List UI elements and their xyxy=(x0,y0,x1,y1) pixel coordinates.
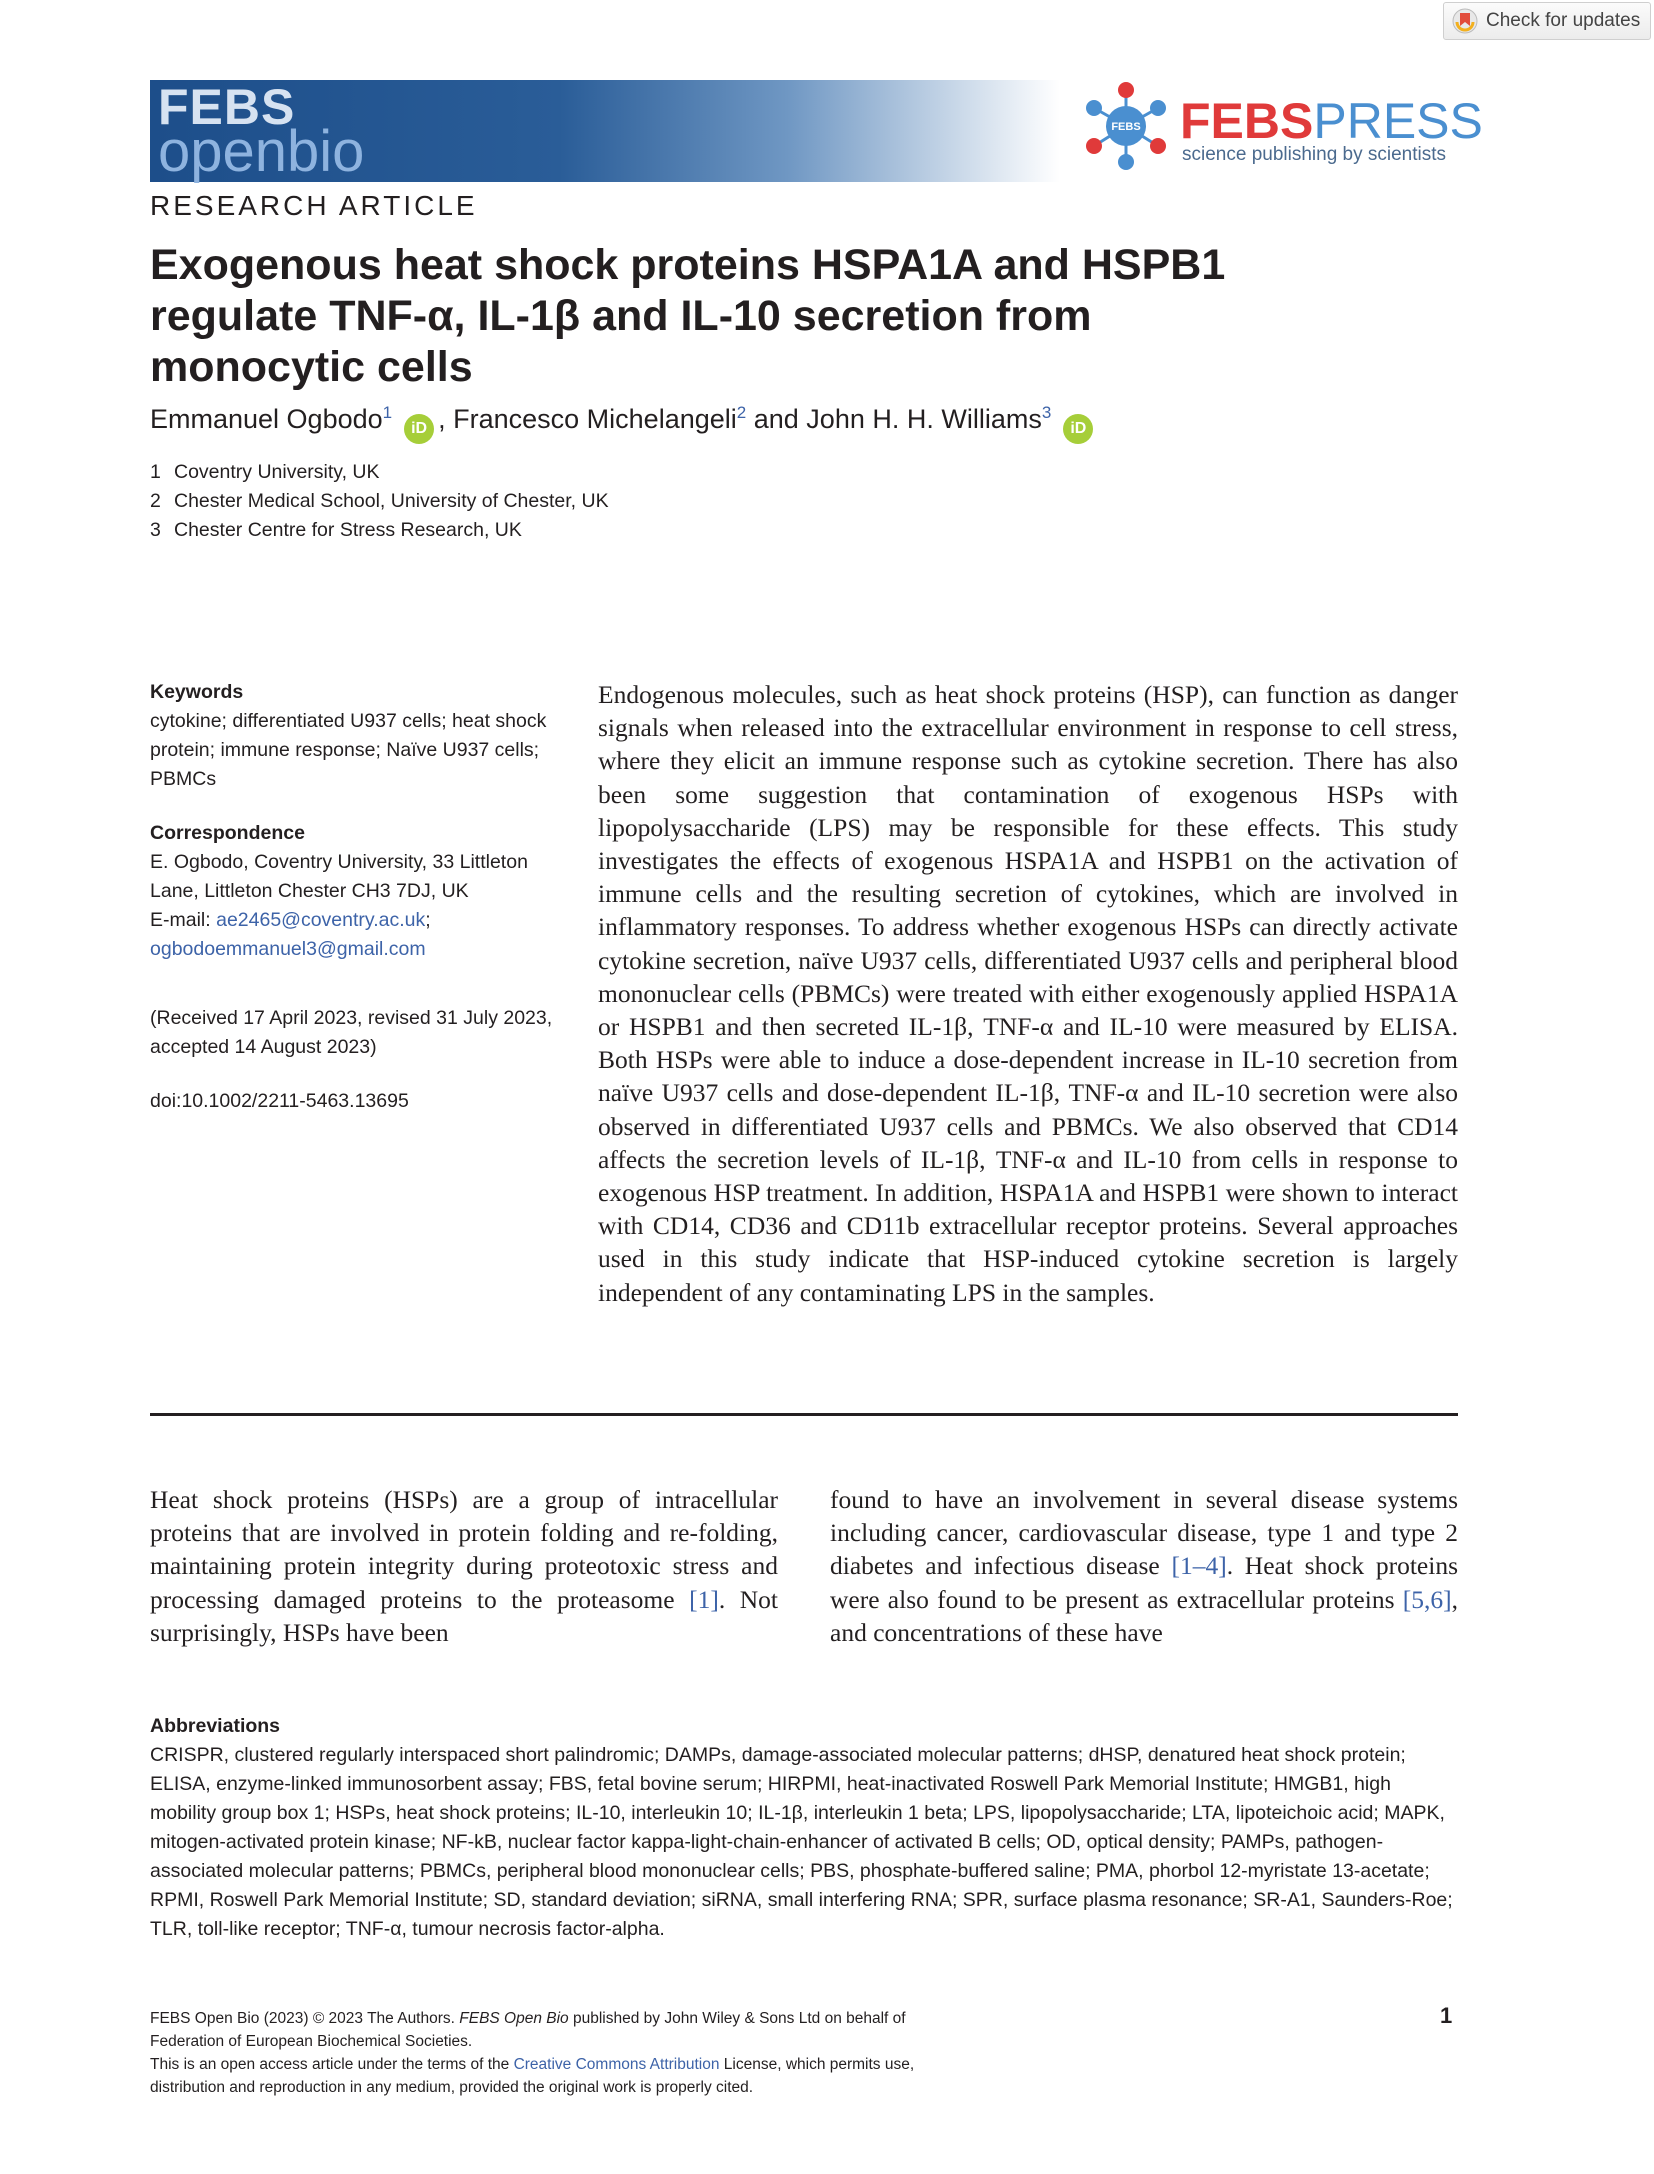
orcid-icon[interactable]: iD xyxy=(1063,414,1093,444)
keywords-heading: Keywords xyxy=(150,681,244,703)
page-footer xyxy=(150,2007,1030,2099)
abstract-text: Endogenous molecules, such as heat shock proteins (HSP), can function as danger signals when released into the extracellular environment in response to cell stress, where they elicit an immune response such as cytokine secretion. There has also been some suggestion that contamination of exogenous HSPs with lipopolysaccharide (LPS) may be responsible for these effects. This study investigates the effects of exogenous HSPA1A and HSPB1 on the activation of immune cells and the resulting secretion of cytokines, which are involved in inflammatory responses. To address whether exogenous HSPs can directly activate cytokine secretion, naïve U937 cells, differentiated U937 cells and peripheral blood mononuclear cells (PBMCs) were treated with either exogenously applied HSPA1A or HSPB1 and then secreted IL-1β, TNF-α and IL-10 were measured by ELISA. Both HSPs were able to induce a dose-dependent increase in IL-10 secretion from naïve U937 cells and dose-dependent IL-1β, TNF-α and IL-10 secretion were also observed in differentiated U937 cells and PBMCs. We also observed that CD14 affects the secretion levels of IL-1β, TNF-α and IL-10 from cells in response to exogenous HSP treatment. In addition, HSPA1A and HSPB1 were shown to interact with CD14, CD36 and CD11b extracellular receptor proteins. Several approaches used in this study indicate that HSP-induced cytokine secretion is largely independent of any contaminating LPS in the samples. xyxy=(598,680,1458,1307)
section-divider xyxy=(150,1413,1458,1416)
affiliation-item xyxy=(150,516,609,545)
press-tagline: science publishing by scientists xyxy=(1182,144,1447,165)
febs-press-title xyxy=(1180,92,1483,150)
check-for-updates-button[interactable] xyxy=(1443,2,1651,40)
footer-text: This is an open access article under the terms of the xyxy=(150,2056,514,2073)
affiliations xyxy=(150,458,609,545)
email-line xyxy=(150,906,570,935)
keywords-block xyxy=(150,678,570,794)
abbreviations-heading: Abbreviations xyxy=(150,1715,281,1737)
received-dates: (Received 17 April 2023, revised 31 July 2023, accepted 14 August 2023) xyxy=(150,1007,553,1058)
check-for-updates-label: Check for updates xyxy=(1486,10,1641,31)
footer-line xyxy=(150,2007,1030,2030)
correspondence-block xyxy=(150,819,570,964)
author-list xyxy=(150,403,1097,444)
affiliation-number: 2 xyxy=(150,490,161,512)
abbreviations-block xyxy=(150,1712,1460,1944)
abbreviations-text: CRISPR, clustered regularly interspaced short palindromic; DAMPs, damage-associated molecular patterns; dHSP, denatured heat shock protein; ELISA, enzyme-linked immunosorbent assay; FBS, fetal bovine serum; HIRPMI, heat-inactivated Roswell Park Memorial Institute; HMGB1, high mobility group box 1; HSPs, heat shock proteins; IL-10, interleukin 10; IL-1β, interleukin 1 beta; LPS, lipopolysaccharide; LTA, lipoteichoic acid; MAPK, mitogen-activated protein kinase; NF-kB, nuclear factor kappa-light-chain-enhancer of activated B cells; OD, optical density; PAMPs, pathogen-associated molecular patterns; PBMCs, peripheral blood mononuclear cells; PBS, phosphate-buffered saline; PMA, phorbol 12-myristate 13-acetate; RPMI, Roswell Park Memorial Institute; SD, standard deviation; siRNA, small interfering RNA; SPR, surface plasma resonance; SR-A1, Saunders-Roe; TLR, toll-like receptor; TNF-α, tumour necrosis factor-alpha. xyxy=(150,1744,1453,1940)
footer-line: distribution and reproduction in any medium, provided the original work is properly cited. xyxy=(150,2079,754,2096)
license-link[interactable]: Creative Commons Attribution xyxy=(513,2056,720,2073)
author-name: Francesco Michelangeli xyxy=(453,404,737,434)
section-label: RESEARCH ARTICLE xyxy=(150,190,478,221)
footer-line xyxy=(150,2053,1030,2076)
keywords-text: cytokine; differentiated U937 cells; heat shock protein; immune response; Naïve U937 cells; PBMCs xyxy=(150,710,547,790)
citation-link[interactable]: [1] xyxy=(689,1584,719,1614)
affiliation-number: 1 xyxy=(150,461,161,483)
body-text: , and concentrations of these have xyxy=(830,1584,1458,1647)
title-line-2: regulate TNF-α, IL-1β and IL-10 secretion from xyxy=(150,292,1092,340)
author-separator: , xyxy=(438,404,454,434)
email-link[interactable]: ogbodoemmanuel3@gmail.com xyxy=(150,938,426,960)
title-line-3: monocytic cells xyxy=(150,343,473,391)
correspondence-address: E. Ogbodo, Coventry University, 33 Littleton Lane, Littleton Chester CH3 7DJ, UK xyxy=(150,851,528,902)
author-name: Emmanuel Ogbodo xyxy=(150,404,383,434)
crossmark-icon xyxy=(1452,8,1478,34)
footer-text: License, which permits use, xyxy=(719,2056,915,2073)
author-affil-sup[interactable]: 2 xyxy=(736,403,747,422)
footer-journal-name: FEBS Open Bio xyxy=(459,2010,569,2027)
footer-text: published by John Wiley & Sons Ltd on behalf of xyxy=(568,2010,906,2027)
febs-press-logo-icon xyxy=(1080,80,1172,172)
author-separator: and xyxy=(746,404,807,434)
body-text: . Heat shock proteins were also found to be present as extracellular proteins xyxy=(830,1551,1459,1614)
author-affil-sup[interactable]: 1 xyxy=(382,403,393,422)
affiliation-number: 3 xyxy=(150,519,161,541)
body-text: found to have an involvement in several disease systems including cancer, cardiovascular disease, type 1 and type 2 diabetes and infectious disease xyxy=(830,1485,1458,1581)
email-separator: ; xyxy=(425,909,431,931)
citation-link[interactable]: [1–4] xyxy=(1171,1551,1227,1581)
email-link[interactable]: ae2465@coventry.ac.uk xyxy=(216,909,426,931)
body-column-left xyxy=(150,1483,778,1649)
title-line-1: Exogenous heat shock proteins HSPA1A and HSPB1 xyxy=(150,241,1226,289)
footer-text: FEBS Open Bio (2023) © 2023 The Authors. xyxy=(150,2010,460,2027)
author-name: John H. H. Williams xyxy=(806,404,1042,434)
body-column-right xyxy=(830,1483,1458,1649)
body-text: Heat shock proteins (HSPs) are a group of intracellular proteins that are involved in protein folding and re-folding, maintaining protein integrity during proteotoxic stress and processing damaged proteins to the proteasome xyxy=(150,1485,778,1614)
doi-text: doi:10.1002/2211-5463.13695 xyxy=(150,1090,409,1112)
article-sidebar xyxy=(150,678,570,1116)
correspondence-heading: Correspondence xyxy=(150,822,305,844)
affiliation-text: Chester Medical School, University of Chester, UK xyxy=(174,490,609,512)
press-name-febs: FEBS xyxy=(1180,93,1314,149)
affiliation-text: Coventry University, UK xyxy=(174,461,380,483)
affiliation-item xyxy=(150,487,609,516)
footer-line: Federation of European Biochemical Societies. xyxy=(150,2033,473,2050)
openbio-logo-text: openbio xyxy=(158,119,365,184)
press-name-press: PRESS xyxy=(1313,93,1483,149)
body-text: . Not surprisingly, HSPs have been xyxy=(150,1584,779,1647)
citation-link[interactable]: [5,6] xyxy=(1402,1584,1452,1614)
page-number: 1 xyxy=(1440,2003,1453,2028)
febs-logo-text: FEBS xyxy=(158,79,296,135)
affiliation-text: Chester Centre for Stress Research, UK xyxy=(174,519,522,541)
author-affil-sup[interactable]: 3 xyxy=(1041,403,1052,422)
email-label: E-mail: xyxy=(150,909,217,931)
affiliation-item xyxy=(150,458,609,487)
press-mark-text: FEBS xyxy=(1111,121,1141,133)
orcid-icon[interactable]: iD xyxy=(404,414,434,444)
article-title xyxy=(150,240,1350,393)
